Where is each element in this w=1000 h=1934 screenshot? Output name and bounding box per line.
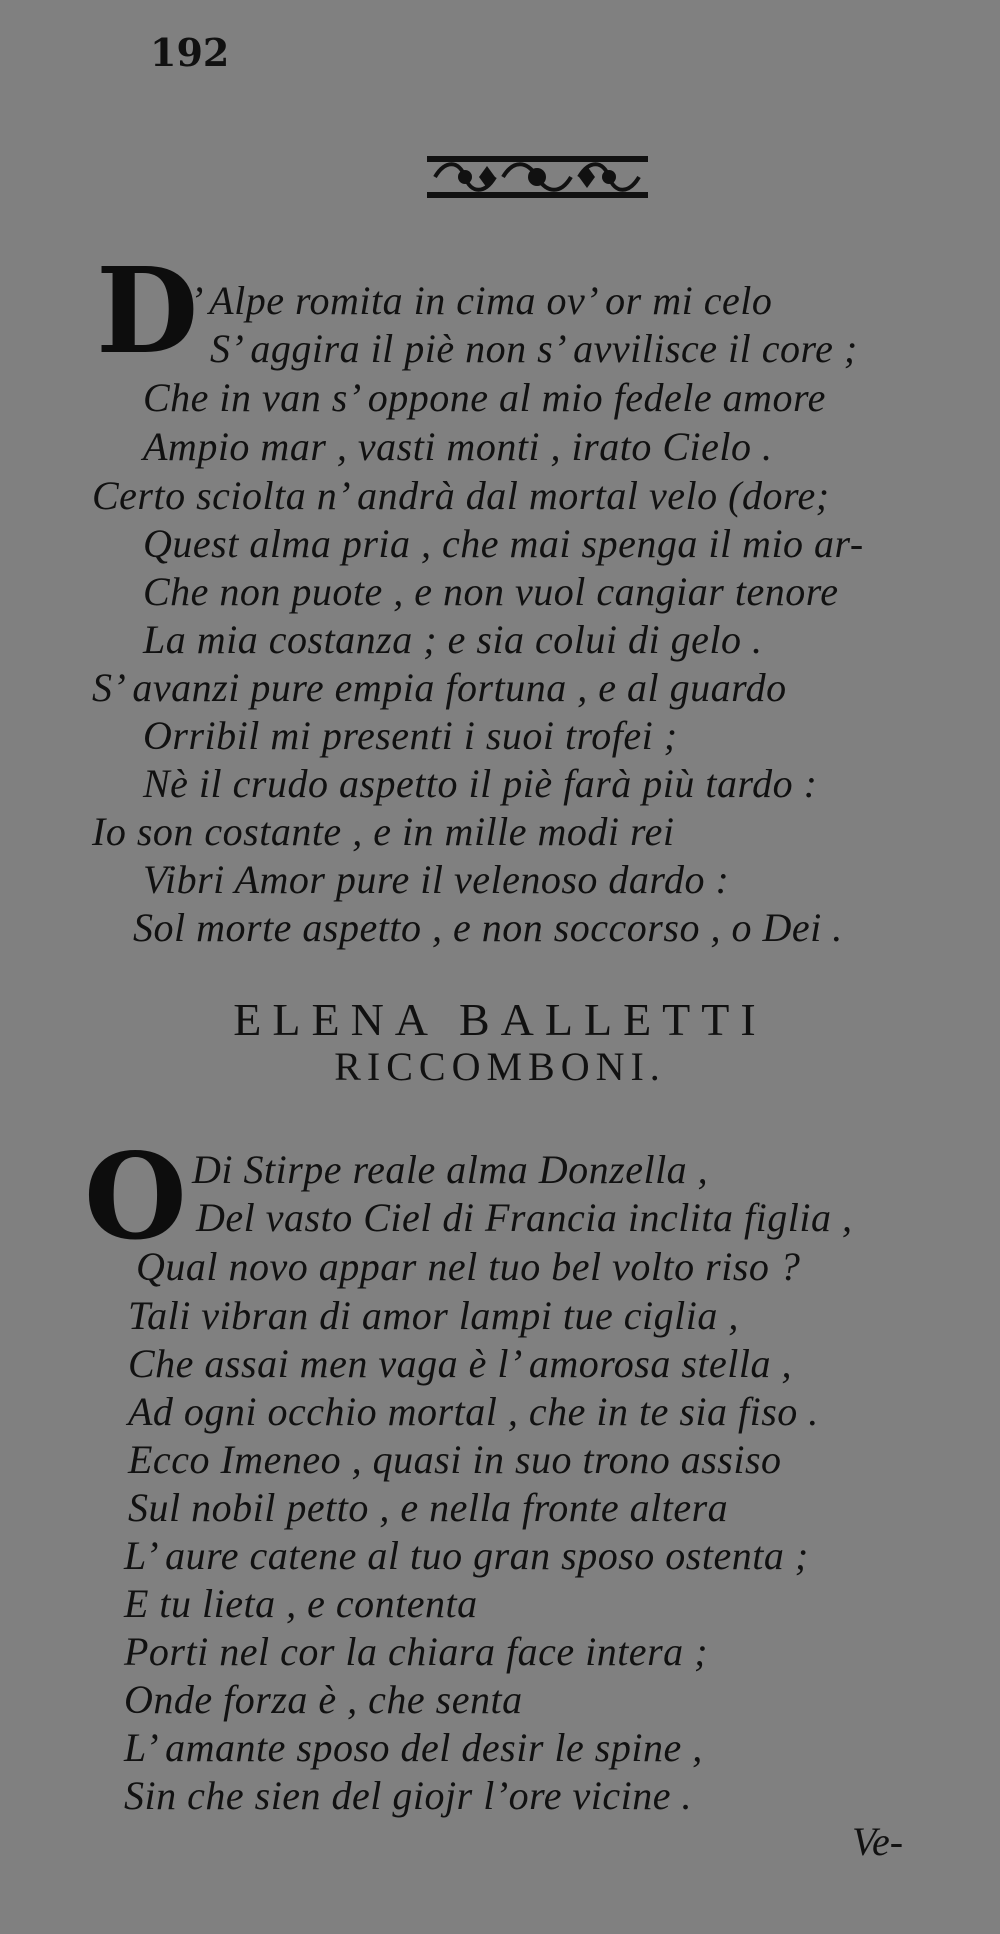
- poem-line: Tali vibran di amor lampi tue ciglia ,: [128, 1293, 739, 1338]
- page-number: 192: [150, 30, 230, 75]
- poem-line: L’ amante sposo del desir le spine ,: [124, 1725, 703, 1770]
- poem-line: Io son costante , e in mille modi rei: [92, 809, 675, 854]
- poem-line: Che assai men vaga è l’ amorosa stella ,: [128, 1341, 793, 1386]
- poem-line: Vibri Amor pure il velenoso dardo :: [143, 857, 730, 902]
- poem-line: Di Stirpe reale alma Donzella ,: [192, 1147, 709, 1192]
- poem-line: Ampio mar , vasti monti , irato Cielo .: [143, 424, 773, 469]
- poem-line: La mia costanza ; e sia colui di gelo .: [143, 617, 763, 662]
- poem-line: Sin che sien del giojr l’ore vicine .: [124, 1773, 692, 1818]
- author-heading-surname: RICCOMBONI.: [334, 1044, 666, 1089]
- poem-line: Onde forza è , che senta: [124, 1677, 523, 1722]
- poem-line: E tu lieta , e contenta: [124, 1581, 478, 1626]
- author-heading: ELENA BALLETTI: [233, 994, 767, 1045]
- poem-line: Porti nel cor la chiara face intera ;: [124, 1629, 708, 1674]
- poem-line: Certo sciolta n’ andrà dal mortal velo (dore;: [92, 473, 830, 518]
- drop-cap-d: D: [96, 241, 199, 380]
- poem-line: Sol morte aspetto , e non soccorso , o Dei .: [133, 905, 843, 950]
- poem-line: Orribil mi presenti i suoi trofei ;: [143, 713, 678, 758]
- poem-line: Del vasto Ciel di Francia inclita figlia ,: [196, 1195, 853, 1240]
- poem-line: Che in van s’ oppone al mio fedele amore: [143, 375, 826, 420]
- poem-line: S’ avanzi pure empia fortuna , e al guardo: [92, 665, 787, 710]
- drop-cap-o: O: [84, 1127, 187, 1266]
- poem-line: Quest alma pria , che mai spenga il mio ar-: [143, 521, 864, 566]
- poem-line: Qual novo appar nel tuo bel volto riso ?: [136, 1244, 801, 1289]
- poem-line: ’ Alpe romita in cima ov’ or mi celo: [190, 278, 773, 323]
- poem-line: S’ aggira il piè non s’ avvilisce il core ;: [210, 326, 858, 371]
- poem-line: Ecco Imeneo , quasi in suo trono assiso: [128, 1437, 782, 1482]
- poem-line: Che non puote , e non vuol cangiar tenore: [143, 569, 839, 614]
- poem-line: L’ aure catene al tuo gran sposo ostenta ;: [124, 1533, 809, 1578]
- poem-line: Sul nobil petto , e nella fronte altera: [128, 1485, 729, 1530]
- poem-line: Ad ogni occhio mortal , che in te sia fiso .: [128, 1389, 819, 1434]
- headpiece-ornament: [425, 148, 650, 206]
- poem-line: Nè il crudo aspetto il piè farà più tardo :: [143, 761, 818, 806]
- catchword: Ve-: [852, 1819, 904, 1864]
